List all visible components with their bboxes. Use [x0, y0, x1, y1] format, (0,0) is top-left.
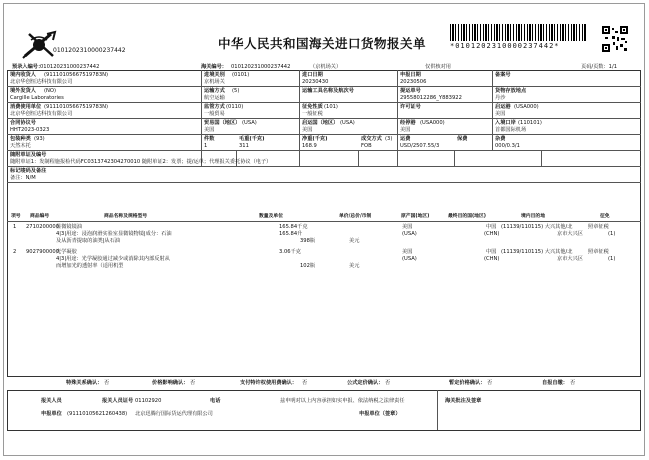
- declare-date: 20230506: [400, 79, 427, 85]
- insurance-label: 保费: [457, 136, 468, 142]
- levy-code: (101): [324, 104, 338, 110]
- deal: FOB: [361, 143, 372, 149]
- item-origin: 美国: [402, 224, 413, 230]
- cert-label: 报关人员证号: [102, 398, 134, 404]
- transport-mode-name: 航空运输: [204, 95, 225, 101]
- royalty-value: 否: [302, 380, 308, 386]
- cert-no: 01102920: [135, 398, 162, 404]
- usage-note: 仅供核对用: [425, 64, 451, 70]
- departure-port-code: (USA000): [514, 104, 539, 110]
- storage: 丹沙: [495, 95, 506, 101]
- deal-code: (3): [385, 136, 393, 142]
- contract: HHT2023-0323: [10, 127, 50, 133]
- customs-declaration-form: [3, 3, 645, 456]
- item-levy-1: 照章征税: [588, 224, 609, 230]
- import-date: 20230430: [302, 79, 329, 85]
- docs-line: 随附单证1：发制程施报检代码FC0313742304270010 随附单证2：发票；提/运单；代理报关委托协议（电子）: [10, 159, 272, 165]
- gross: 311: [239, 143, 249, 149]
- seal-label: 申报单位（签章）: [359, 411, 401, 417]
- marks-label: 标记唛码及备注: [10, 168, 47, 174]
- unit-name: 北京迅腾行国际货运代理有限公司: [135, 411, 213, 417]
- item-qty-1: 3.06千克: [279, 249, 301, 255]
- item-spec-1: 4|3|用途：光学凝胶通过减少或消除其内部反射从: [56, 256, 170, 262]
- bill-no: 29558012286_Y883922: [400, 95, 462, 101]
- entry-customs-label: 进境关别: [204, 72, 225, 78]
- barcode-text: *0101202310000237442*: [450, 42, 560, 50]
- royalty-label: 支付特许权使用费确认：: [240, 380, 298, 386]
- misc-label: 杂费: [495, 136, 506, 142]
- item-domestic-2: 京市大兴区: [557, 256, 583, 262]
- supervision-code: (0110): [226, 104, 244, 110]
- freight-label: 运费: [400, 136, 411, 142]
- consumer-code: (91110105667519783N): [44, 104, 109, 110]
- item-domestic-1: (11139/110115) 大兴其他/北: [501, 249, 573, 255]
- consumer-name: 北京华创恒达科技有限公司: [10, 111, 73, 117]
- consignee-name: 北京华创恒达科技有限公司: [10, 79, 73, 85]
- item-qty-2: 165.84升: [279, 231, 303, 237]
- customs-no-label: 海关编号：: [201, 64, 227, 70]
- item-code: 2710200000: [26, 224, 60, 230]
- entry-customs-name: 京机场关: [204, 79, 225, 85]
- special-label: 特殊关系确认：: [66, 380, 103, 386]
- qr-code-icon: [602, 26, 628, 52]
- item-code: 9027900000: [26, 249, 60, 255]
- marks-line: 备注：N/M: [10, 175, 36, 181]
- trade-country-name: 美国: [204, 127, 215, 133]
- overseas-shipper-code: (NO): [44, 88, 57, 94]
- via-port-code: (USA000): [420, 120, 445, 126]
- port-paren: （京机场关）: [310, 64, 342, 70]
- item-dest: 中国: [486, 249, 497, 255]
- item-spec-2: 及从沥青提取的油类|从石油: [56, 238, 120, 244]
- bill-no-label: 提运单号: [400, 88, 421, 94]
- pre-entry-label: 预录入编号：: [12, 64, 44, 70]
- barcode-icon: [450, 24, 587, 41]
- price-value: 否: [190, 380, 196, 386]
- net-label: 净重(千克): [302, 136, 328, 142]
- unit-code: (91110105621260438): [67, 411, 128, 417]
- item-currency: 美元: [349, 263, 360, 269]
- trade-country-label: 贸易国（地区）: [204, 120, 241, 126]
- levy-label: 征免性质: [302, 104, 323, 110]
- import-date-label: 进口日期: [302, 72, 323, 78]
- col-name-spec: 商品名称及规格型号: [104, 214, 148, 219]
- declarant-label: 报关人员: [41, 398, 62, 404]
- col-dest: 最终目的国(地区): [448, 214, 486, 219]
- item-spec-2: 而增加光的透射率（适用机型: [56, 263, 124, 269]
- transport-mode-code: (5): [232, 88, 240, 94]
- package-name: 天然木托: [10, 143, 31, 149]
- statement: 兹申明对以上内容承担如实申报、依法纳税之法律责任: [280, 398, 405, 404]
- price-label: 价格影响确认：: [152, 380, 189, 386]
- tentative-value: 否: [487, 380, 493, 386]
- item-levy-2: (1): [608, 231, 616, 237]
- col-origin: 原产国(地区): [401, 214, 430, 219]
- deal-label: 成交方式: [361, 136, 382, 142]
- origin-country-code: (USA): [340, 120, 355, 126]
- customs-emblem-icon: [21, 30, 57, 60]
- origin-country-label: 启运国（地区）: [302, 120, 339, 126]
- col-no: 项号: [11, 214, 21, 219]
- item-levy-2: (1): [608, 256, 616, 262]
- transport-tool-label: 运输工具名称及航次号: [302, 88, 354, 94]
- col-code: 商品编号: [30, 214, 50, 219]
- item-dest-code: (CHN): [484, 231, 500, 237]
- record-no-label: 备案号: [495, 72, 511, 78]
- consignee-label: 境内收货人: [10, 72, 36, 78]
- pieces-label: 件数: [204, 136, 215, 142]
- entry-port-name: 首都国际机场: [495, 127, 527, 133]
- self-label: 自报自缴：: [542, 380, 568, 386]
- contract-label: 合同协议号: [10, 120, 36, 126]
- page-number: 页码/页数：1/1: [581, 64, 618, 70]
- entry-customs-code: (0101): [232, 72, 250, 78]
- levy-name: 一般征税: [302, 111, 323, 117]
- via-port-name: 美国: [400, 127, 411, 133]
- origin-country-name: 美国: [302, 127, 313, 133]
- page-title: 中华人民共和国海关进口货物报关单: [218, 36, 427, 51]
- col-levy: 征免: [600, 214, 610, 219]
- special-value: 否: [104, 380, 110, 386]
- consumer-label: 消费使用单位: [10, 104, 42, 110]
- overseas-shipper-label: 境外发货人: [10, 88, 36, 94]
- pieces: 1: [204, 143, 208, 149]
- item-dest: 中国: [486, 224, 497, 230]
- item-origin-code: (USA): [402, 256, 417, 262]
- item-qty-1: 165.84千克: [279, 224, 308, 230]
- entry-port-code: (110101): [518, 120, 542, 126]
- trade-country-code: (USA): [242, 120, 257, 126]
- storage-label: 货物存放地点: [495, 88, 527, 94]
- left-id: 0101202310000237442: [53, 47, 126, 54]
- item-levy-1: 照章征税: [588, 249, 609, 255]
- item-no: 2: [13, 249, 17, 255]
- col-domestic: 境内目的地: [521, 214, 545, 219]
- package-label: 包装种类: [10, 136, 31, 142]
- customs-no: 010120231000237442: [231, 64, 291, 70]
- license-label: 许可证号: [400, 104, 421, 110]
- col-qty-unit: 数量及单位: [259, 214, 283, 219]
- consignee-code: (91110105667519783N): [44, 72, 109, 78]
- supervision-name: 一般贸易: [204, 111, 225, 117]
- customs-remark-label: 海关批注及签章: [445, 398, 482, 404]
- transport-mode-label: 运输方式: [204, 88, 225, 94]
- unit-label: 申报单位: [41, 411, 62, 417]
- tentative-label: 暂定价格确认：: [449, 380, 486, 386]
- item-no: 1: [13, 224, 17, 230]
- col-price: 单价/总价/币制: [339, 214, 372, 219]
- entry-port-label: 入境口岸: [495, 120, 516, 126]
- docs-label: 随附单证及编号: [10, 152, 47, 158]
- item-domestic-2: 京市大兴区: [557, 231, 583, 237]
- supervision-label: 监管方式: [204, 104, 225, 110]
- item-qty-3: 102瓶: [300, 263, 316, 269]
- public-value: 否: [385, 380, 391, 386]
- pre-entry-no: 010120231000237442: [40, 64, 100, 70]
- item-dest-code: (CHN): [484, 256, 500, 262]
- item-domestic-1: (11139/110115) 大兴其他/北: [501, 224, 573, 230]
- item-currency: 美元: [349, 238, 360, 244]
- freight: USD/2507.55/3: [400, 143, 440, 149]
- public-label: 公式定价确认：: [347, 380, 384, 386]
- item-origin-code: (USA): [402, 231, 417, 237]
- self-value: 否: [570, 380, 576, 386]
- via-port-label: 经停港: [400, 120, 416, 126]
- item-name: 显微镜镜油: [56, 224, 82, 230]
- item-name: 光学凝胶: [56, 249, 77, 255]
- overseas-shipper-name: Cargille Laboratories: [10, 95, 64, 101]
- item-origin: 美国: [402, 249, 413, 255]
- net: 168.9: [302, 143, 317, 149]
- phone-label: 电话: [210, 398, 221, 404]
- item-spec-1: 4|3|用途：浸泡润滑实验室显微镜物镜|成分：石油: [56, 231, 172, 237]
- package-code: (93): [34, 136, 45, 142]
- departure-port-label: 启运港: [495, 104, 511, 110]
- item-qty-3: 398瓶: [300, 238, 316, 244]
- declare-date-label: 申报日期: [400, 72, 421, 78]
- departure-port-name: 美国: [495, 111, 506, 117]
- misc: 000/0.3/1: [495, 143, 520, 149]
- gross-label: 毛重(千克): [239, 136, 265, 142]
